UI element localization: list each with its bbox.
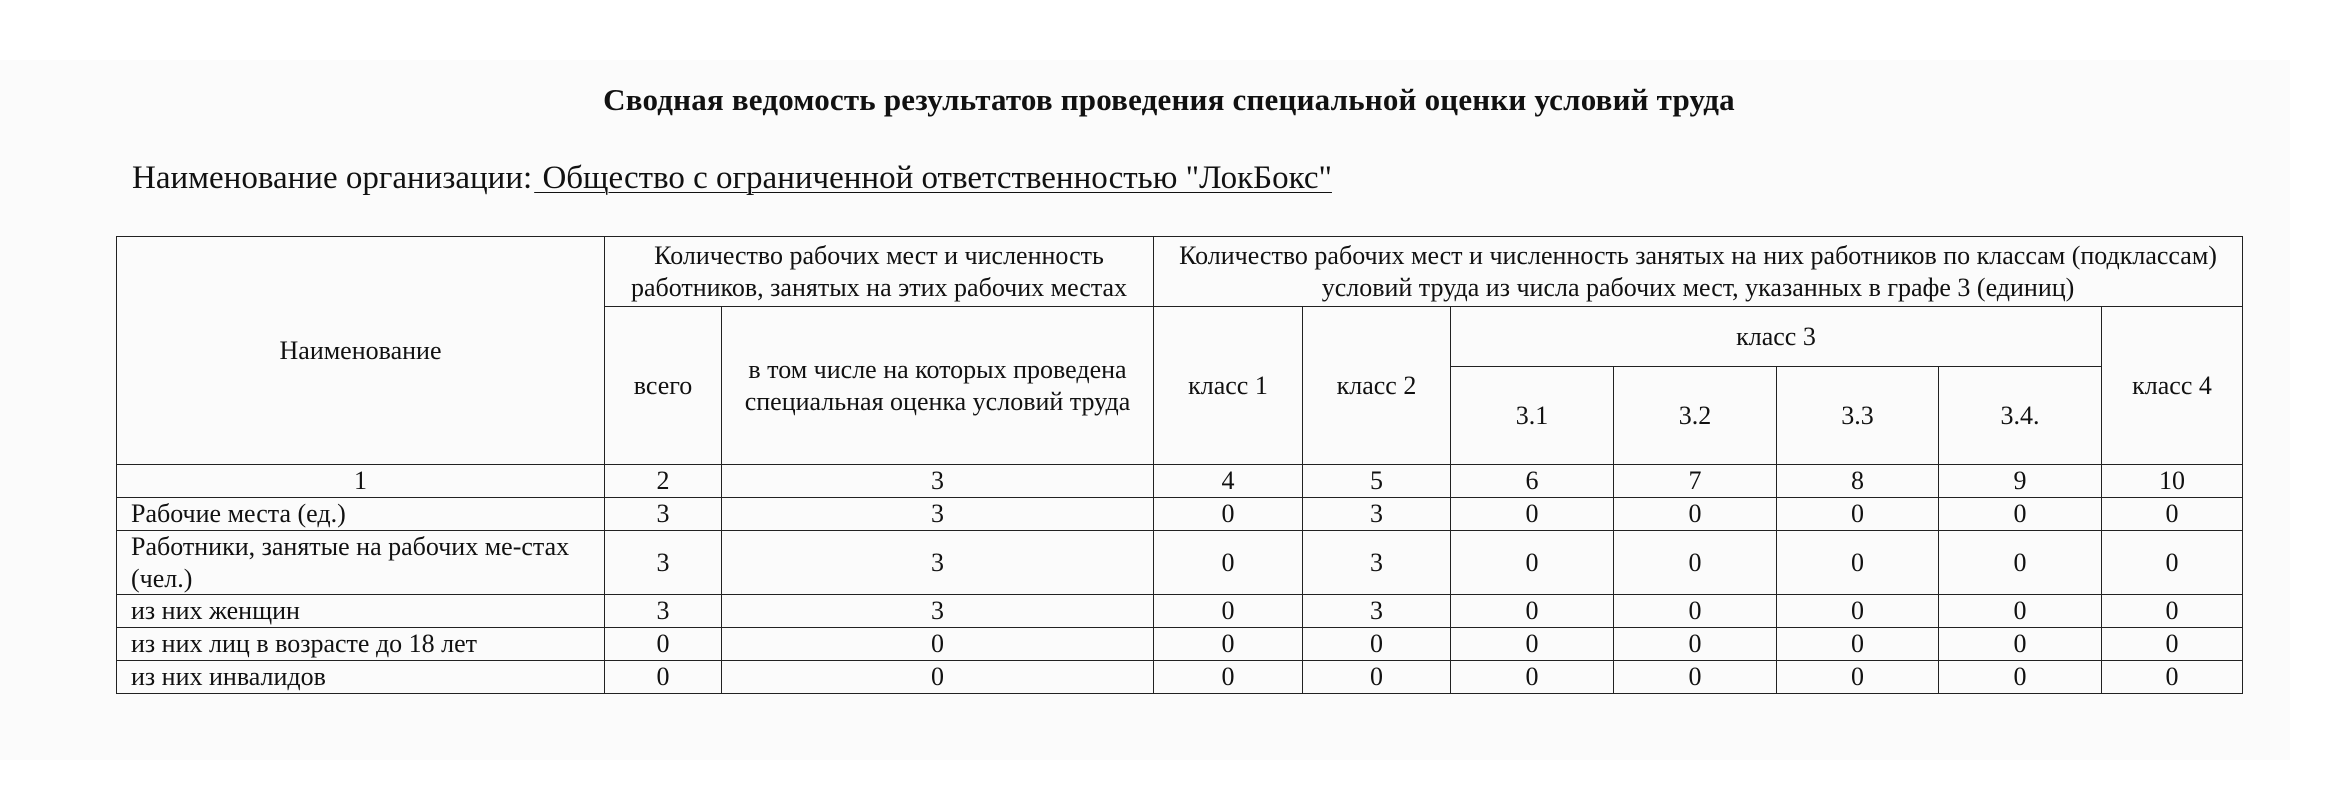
cell-value: 0	[1939, 498, 2102, 531]
column-number: 2	[605, 465, 722, 498]
header-class-2: класс 2	[1303, 307, 1451, 465]
cell-value: 0	[1154, 628, 1303, 661]
column-number: 5	[1303, 465, 1451, 498]
cell-value: 3	[1303, 595, 1451, 628]
cell-value: 0	[1614, 595, 1777, 628]
cell-value: 0	[1451, 661, 1614, 694]
cell-value: 3	[1303, 498, 1451, 531]
row-label: из них лиц в возрасте до 18 лет	[117, 628, 605, 661]
column-number: 8	[1777, 465, 1939, 498]
cell-value: 0	[605, 628, 722, 661]
header-class-4: класс 4	[2102, 307, 2243, 465]
cell-value: 3	[722, 531, 1154, 595]
cell-value: 0	[1154, 595, 1303, 628]
cell-value: 3	[722, 595, 1154, 628]
cell-value: 0	[2102, 498, 2243, 531]
cell-value: 0	[1777, 661, 1939, 694]
header-name: Наименование	[117, 237, 605, 465]
cell-value: 0	[1777, 628, 1939, 661]
cell-value: 0	[1777, 531, 1939, 595]
row-label: из них женщин	[117, 595, 605, 628]
cell-value: 0	[1614, 498, 1777, 531]
cell-value: 0	[722, 661, 1154, 694]
organization-label: Наименование организации:	[132, 160, 533, 196]
cell-value: 0	[1303, 628, 1451, 661]
cell-value: 0	[1154, 661, 1303, 694]
header-classes-group: Количество рабочих мест и численность занятых на них работников по классам (подклассам) условий труда из числа рабочих мест, указанных в графе 3 (единиц)	[1154, 237, 2243, 307]
table-row	[117, 628, 2243, 661]
cell-value: 0	[2102, 628, 2243, 661]
header-class-3: класс 3	[1451, 307, 2102, 367]
cell-value: 0	[1939, 661, 2102, 694]
header-class-3-4: 3.4.	[1939, 367, 2102, 465]
row-label: Работники, занятые на рабочих ме-стах (чел.)	[117, 531, 605, 595]
cell-value: 0	[1777, 498, 1939, 531]
row-label: Рабочие места (ед.)	[117, 498, 605, 531]
cell-value: 0	[722, 628, 1154, 661]
cell-value: 3	[605, 498, 722, 531]
cell-value: 0	[2102, 661, 2243, 694]
table-row	[117, 498, 2243, 531]
cell-value: 0	[1154, 498, 1303, 531]
cell-value: 3	[605, 531, 722, 595]
organization-name: Общество с ограниченной ответственностью "ЛокБокс"	[534, 160, 1332, 196]
column-number: 9	[1939, 465, 2102, 498]
header-workplaces-group: Количество рабочих мест и численность работников, занятых на этих рабочих местах	[605, 237, 1154, 307]
cell-value: 0	[1614, 661, 1777, 694]
column-number: 1	[117, 465, 605, 498]
table-row	[117, 661, 2243, 694]
row-label: из них инвалидов	[117, 661, 605, 694]
header-assessed: в том числе на которых проведена специальная оценка условий труда	[722, 307, 1154, 465]
cell-value: 0	[605, 661, 722, 694]
cell-value: 0	[1939, 531, 2102, 595]
cell-value: 0	[1451, 498, 1614, 531]
cell-value: 3	[722, 498, 1154, 531]
cell-value: 0	[1451, 531, 1614, 595]
cell-value: 0	[2102, 531, 2243, 595]
column-number-row	[117, 465, 2243, 498]
header-class-3-3: 3.3	[1777, 367, 1939, 465]
column-number: 3	[722, 465, 1154, 498]
table-row	[117, 531, 2243, 595]
cell-value: 0	[1614, 531, 1777, 595]
cell-value: 0	[1154, 531, 1303, 595]
organization-line	[132, 160, 1332, 197]
cell-value: 0	[1939, 595, 2102, 628]
table-row	[117, 595, 2243, 628]
header-total: всего	[605, 307, 722, 465]
cell-value: 3	[1303, 531, 1451, 595]
cell-value: 0	[1451, 628, 1614, 661]
cell-value: 0	[1777, 595, 1939, 628]
header-class-1: класс 1	[1154, 307, 1303, 465]
column-number: 4	[1154, 465, 1303, 498]
cell-value: 0	[1451, 595, 1614, 628]
header-class-3-1: 3.1	[1451, 367, 1614, 465]
column-number: 10	[2102, 465, 2243, 498]
column-number: 6	[1451, 465, 1614, 498]
cell-value: 3	[605, 595, 722, 628]
cell-value: 0	[2102, 595, 2243, 628]
header-class-3-2: 3.2	[1614, 367, 1777, 465]
column-number: 7	[1614, 465, 1777, 498]
cell-value: 0	[1939, 628, 2102, 661]
cell-value: 0	[1614, 628, 1777, 661]
document-title: Сводная ведомость результатов проведения специальной оценки условий труда	[603, 82, 1735, 117]
cell-value: 0	[1303, 661, 1451, 694]
summary-table	[116, 236, 2243, 694]
